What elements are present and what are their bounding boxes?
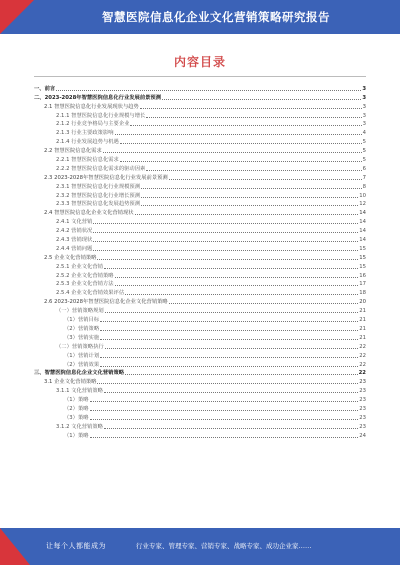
toc-entry-page: 23	[359, 423, 366, 430]
toc-entry[interactable]	[34, 315, 366, 324]
header-red-corner	[0, 0, 34, 34]
footer-roles: 行业专家、管理专家、营销专家、战略专家、成功企业家……	[136, 542, 312, 550]
toc-leader-dots	[93, 241, 358, 242]
toc-leader-dots	[120, 161, 362, 162]
toc-leader-dots	[169, 179, 362, 180]
toc-divider	[34, 76, 366, 77]
toc-entry[interactable]	[34, 111, 366, 120]
toc-title: 内容目录	[173, 55, 226, 69]
toc-entry-text: 2.5 企业文化营销策略	[44, 254, 97, 261]
toc-entry[interactable]	[34, 137, 366, 146]
toc-entry-page: 6	[362, 165, 366, 172]
toc-entry[interactable]	[34, 404, 366, 413]
toc-entry[interactable]	[34, 200, 366, 209]
toc-leader-dots	[93, 223, 358, 224]
toc-entry[interactable]	[34, 173, 366, 182]
toc-entry[interactable]	[34, 128, 366, 137]
toc-entry[interactable]	[34, 93, 366, 102]
toc-entry[interactable]	[34, 431, 366, 440]
toc-entry-text: 2.5.4 企业文化营销效果评估	[56, 290, 125, 297]
toc-entry[interactable]	[34, 386, 366, 395]
toc-leader-dots	[104, 428, 358, 429]
toc-leader-dots	[125, 374, 358, 375]
toc-entry-page: 14	[359, 237, 366, 244]
toc-entry-page: 4	[362, 130, 366, 137]
toc-entry-page: 21	[359, 334, 366, 341]
toc-entry[interactable]	[34, 271, 366, 280]
toc-entry-text: 2.1.4 行业发展趋势与机遇	[56, 139, 119, 146]
toc-entry-text: 三、智慧医院信息化企业文化营销策略	[34, 370, 125, 377]
toc-entry-text: （3）策略	[64, 414, 89, 421]
toc-entry-text: （2）策略	[64, 405, 89, 412]
toc-entry[interactable]	[34, 208, 366, 217]
toc-entry[interactable]	[34, 422, 366, 431]
toc-entry-text: 2.3.1 智慧医院信息化行业规模预测	[56, 183, 141, 190]
toc-entry-text: （二）营销策略执行	[56, 343, 104, 350]
toc-entry[interactable]	[34, 164, 366, 173]
table-of-contents	[34, 84, 366, 440]
toc-entry[interactable]	[34, 226, 366, 235]
toc-leader-dots	[105, 312, 359, 313]
toc-entry-page: 5	[362, 148, 366, 155]
toc-entry-page: 15	[359, 263, 366, 270]
toc-entry-text: 2.1.3 行业主要政策影响	[56, 130, 114, 137]
toc-entry-text: 2.2 智慧医院信息化需求	[44, 148, 102, 155]
toc-leader-dots	[146, 170, 361, 171]
toc-leader-dots	[115, 134, 362, 135]
toc-entry-text: （1）营销目标	[64, 317, 100, 324]
toc-entry[interactable]	[34, 191, 366, 200]
toc-entry-page: 10	[359, 192, 366, 199]
toc-entry[interactable]	[34, 413, 366, 422]
toc-leader-dots	[105, 348, 359, 349]
toc-leader-dots	[141, 205, 358, 206]
toc-entry-page: 24	[359, 432, 366, 439]
toc-leader-dots	[141, 188, 362, 189]
toc-entry-text: 2.4.1 文化营销	[56, 219, 93, 226]
header-bar	[0, 0, 400, 34]
toc-entry-text: 2.4 智慧医院信息化企业文化营销现状	[44, 210, 134, 217]
toc-entry-page: 14	[359, 228, 366, 235]
toc-entry[interactable]	[34, 395, 366, 404]
footer-red-corner	[0, 528, 30, 565]
toc-entry-page: 15	[359, 245, 366, 252]
toc-leader-dots	[90, 410, 359, 411]
toc-entry-text: 2.6 2023-2028年智慧医院信息化企业文化营销策略	[44, 299, 168, 306]
toc-entry-page: 22	[359, 352, 366, 359]
toc-entry[interactable]	[34, 369, 366, 378]
toc-entry-page: 7	[362, 174, 366, 181]
toc-entry-page: 16	[359, 272, 366, 279]
toc-entry-text: 2.1.1 智慧医院信息化行业规模与增长	[56, 112, 146, 119]
toc-entry-text: （2）营销效果	[64, 361, 100, 368]
toc-entry-page: 3	[362, 103, 366, 110]
toc-entry-page: 22	[359, 343, 366, 350]
toc-entry-text: 2.5.3 企业文化营销方法	[56, 281, 114, 288]
toc-entry[interactable]	[34, 253, 366, 262]
toc-leader-dots	[141, 197, 358, 198]
toc-entry-text: （1）策略	[64, 432, 89, 439]
toc-entry-text: （3）营销实施	[64, 334, 100, 341]
toc-entry-text: 2.2.1 智慧医院信息化需求	[56, 157, 119, 164]
toc-entry-text: 2.3 2023-2028年智慧医院信息化行业发展前景预测	[44, 174, 168, 181]
toc-leader-dots	[97, 383, 358, 384]
toc-leader-dots	[146, 117, 361, 118]
toc-leader-dots	[93, 232, 358, 233]
toc-entry-page: 21	[359, 325, 366, 332]
toc-leader-dots	[125, 294, 358, 295]
toc-entry[interactable]	[34, 235, 366, 244]
toc-entry-text: （1）营销计划	[64, 352, 100, 359]
toc-leader-dots	[104, 392, 358, 393]
toc-entry-text: 2.3.3 智慧医院信息化发展趋势预测	[56, 201, 141, 208]
toc-leader-dots	[100, 357, 358, 358]
footer-bar	[0, 528, 400, 565]
toc-entry-page: 23	[359, 388, 366, 395]
toc-entry-page: 21	[359, 317, 366, 324]
toc-entry[interactable]	[34, 182, 366, 191]
toc-entry-page: 22	[359, 361, 366, 368]
toc-entry-page: 5	[362, 157, 366, 164]
toc-entry-text: 2.4.3 营销现状	[56, 237, 93, 244]
toc-entry-page: 3	[362, 112, 366, 119]
toc-leader-dots	[90, 419, 359, 420]
toc-entry[interactable]	[34, 377, 366, 386]
toc-entry-page: 17	[359, 281, 366, 288]
toc-entry-text: （2）营销策略	[64, 325, 100, 332]
toc-entry-text: 一、前言	[34, 85, 56, 92]
toc-entry-text: （一）营销策略规划	[56, 308, 104, 315]
toc-leader-dots	[90, 401, 359, 402]
toc-leader-dots	[140, 108, 362, 109]
toc-leader-dots	[104, 268, 358, 269]
toc-entry[interactable]	[34, 360, 366, 369]
toc-entry-page: 12	[359, 201, 366, 208]
toc-entry-page: 5	[362, 139, 366, 146]
toc-entry[interactable]	[34, 120, 366, 129]
toc-entry-text: 3.1 企业文化营销策略	[44, 379, 97, 386]
toc-entry-page: 3	[362, 121, 366, 128]
toc-leader-dots	[93, 250, 358, 251]
toc-entry[interactable]	[34, 146, 366, 155]
toc-entry[interactable]	[34, 324, 366, 333]
toc-leader-dots	[115, 277, 359, 278]
toc-entry-page: 18	[359, 290, 366, 297]
toc-entry-page: 3	[362, 85, 366, 92]
toc-entry-page: 3	[362, 94, 366, 101]
toc-entry[interactable]	[34, 306, 366, 315]
toc-entry-text: 2.5.2 企业文化营销策略	[56, 272, 114, 279]
toc-entry[interactable]	[34, 262, 366, 271]
toc-entry-page: 20	[359, 299, 366, 306]
report-title: 智慧医院信息化企业文化营销策略研究报告	[102, 10, 330, 24]
toc-leader-dots	[120, 143, 362, 144]
toc-entry-page: 23	[359, 397, 366, 404]
toc-entry[interactable]	[34, 84, 366, 93]
toc-leader-dots	[135, 214, 359, 215]
toc-entry-page: 23	[359, 405, 366, 412]
toc-entry[interactable]	[34, 342, 366, 351]
toc-entry[interactable]	[34, 102, 366, 111]
toc-entry-text: 2.2.2 智慧医院信息化需求的驱动因素	[56, 165, 146, 172]
toc-leader-dots	[97, 259, 358, 260]
toc-leader-dots	[100, 321, 358, 322]
toc-entry-text: （1）策略	[64, 397, 89, 404]
toc-entry-page: 8	[362, 183, 366, 190]
toc-leader-dots	[100, 366, 358, 367]
toc-entry[interactable]	[34, 280, 366, 289]
toc-leader-dots	[100, 339, 358, 340]
toc-entry-text: 2.5.1 企业文化营销	[56, 263, 103, 270]
toc-entry[interactable]	[34, 217, 366, 226]
toc-entry-text: 2.1 智慧医院信息化行业发展现状与趋势	[44, 103, 139, 110]
toc-entry-page: 22	[358, 370, 366, 377]
toc-leader-dots	[115, 285, 359, 286]
toc-entry-page: 15	[359, 254, 366, 261]
footer-slogan: 让每个人都能成为	[46, 542, 106, 550]
toc-leader-dots	[130, 125, 361, 126]
toc-entry-text: 3.1.2 文化营销策略	[56, 423, 103, 430]
toc-leader-dots	[169, 303, 359, 304]
toc-entry-page: 14	[359, 210, 366, 217]
toc-entry[interactable]	[34, 155, 366, 164]
toc-entry-text: 2.4.2 营销状况	[56, 228, 93, 235]
toc-leader-dots	[100, 330, 358, 331]
toc-entry-text: 2.3.2 智慧医院信息化行业增长预测	[56, 192, 141, 199]
toc-entry[interactable]	[34, 244, 366, 253]
toc-leader-dots	[90, 437, 359, 438]
toc-entry-text: 3.1.1 文化营销策略	[56, 388, 103, 395]
toc-entry[interactable]	[34, 333, 366, 342]
toc-entry-text: 2.1.2 行业竞争格局与主要企业	[56, 121, 130, 128]
toc-leader-dots	[103, 152, 362, 153]
toc-entry[interactable]	[34, 288, 366, 297]
toc-entry[interactable]	[34, 297, 366, 306]
toc-entry-page: 23	[359, 379, 366, 386]
toc-entry-text: 二、2023-2028年智慧医院信息化行业发展前景预测	[34, 94, 162, 101]
toc-leader-dots	[56, 90, 361, 91]
toc-entry[interactable]	[34, 351, 366, 360]
toc-entry-page: 23	[359, 414, 366, 421]
toc-entry-page: 21	[359, 308, 366, 315]
toc-leader-dots	[162, 99, 361, 100]
toc-entry-page: 14	[359, 219, 366, 226]
toc-entry-text: 2.4.4 营销问题	[56, 245, 93, 252]
